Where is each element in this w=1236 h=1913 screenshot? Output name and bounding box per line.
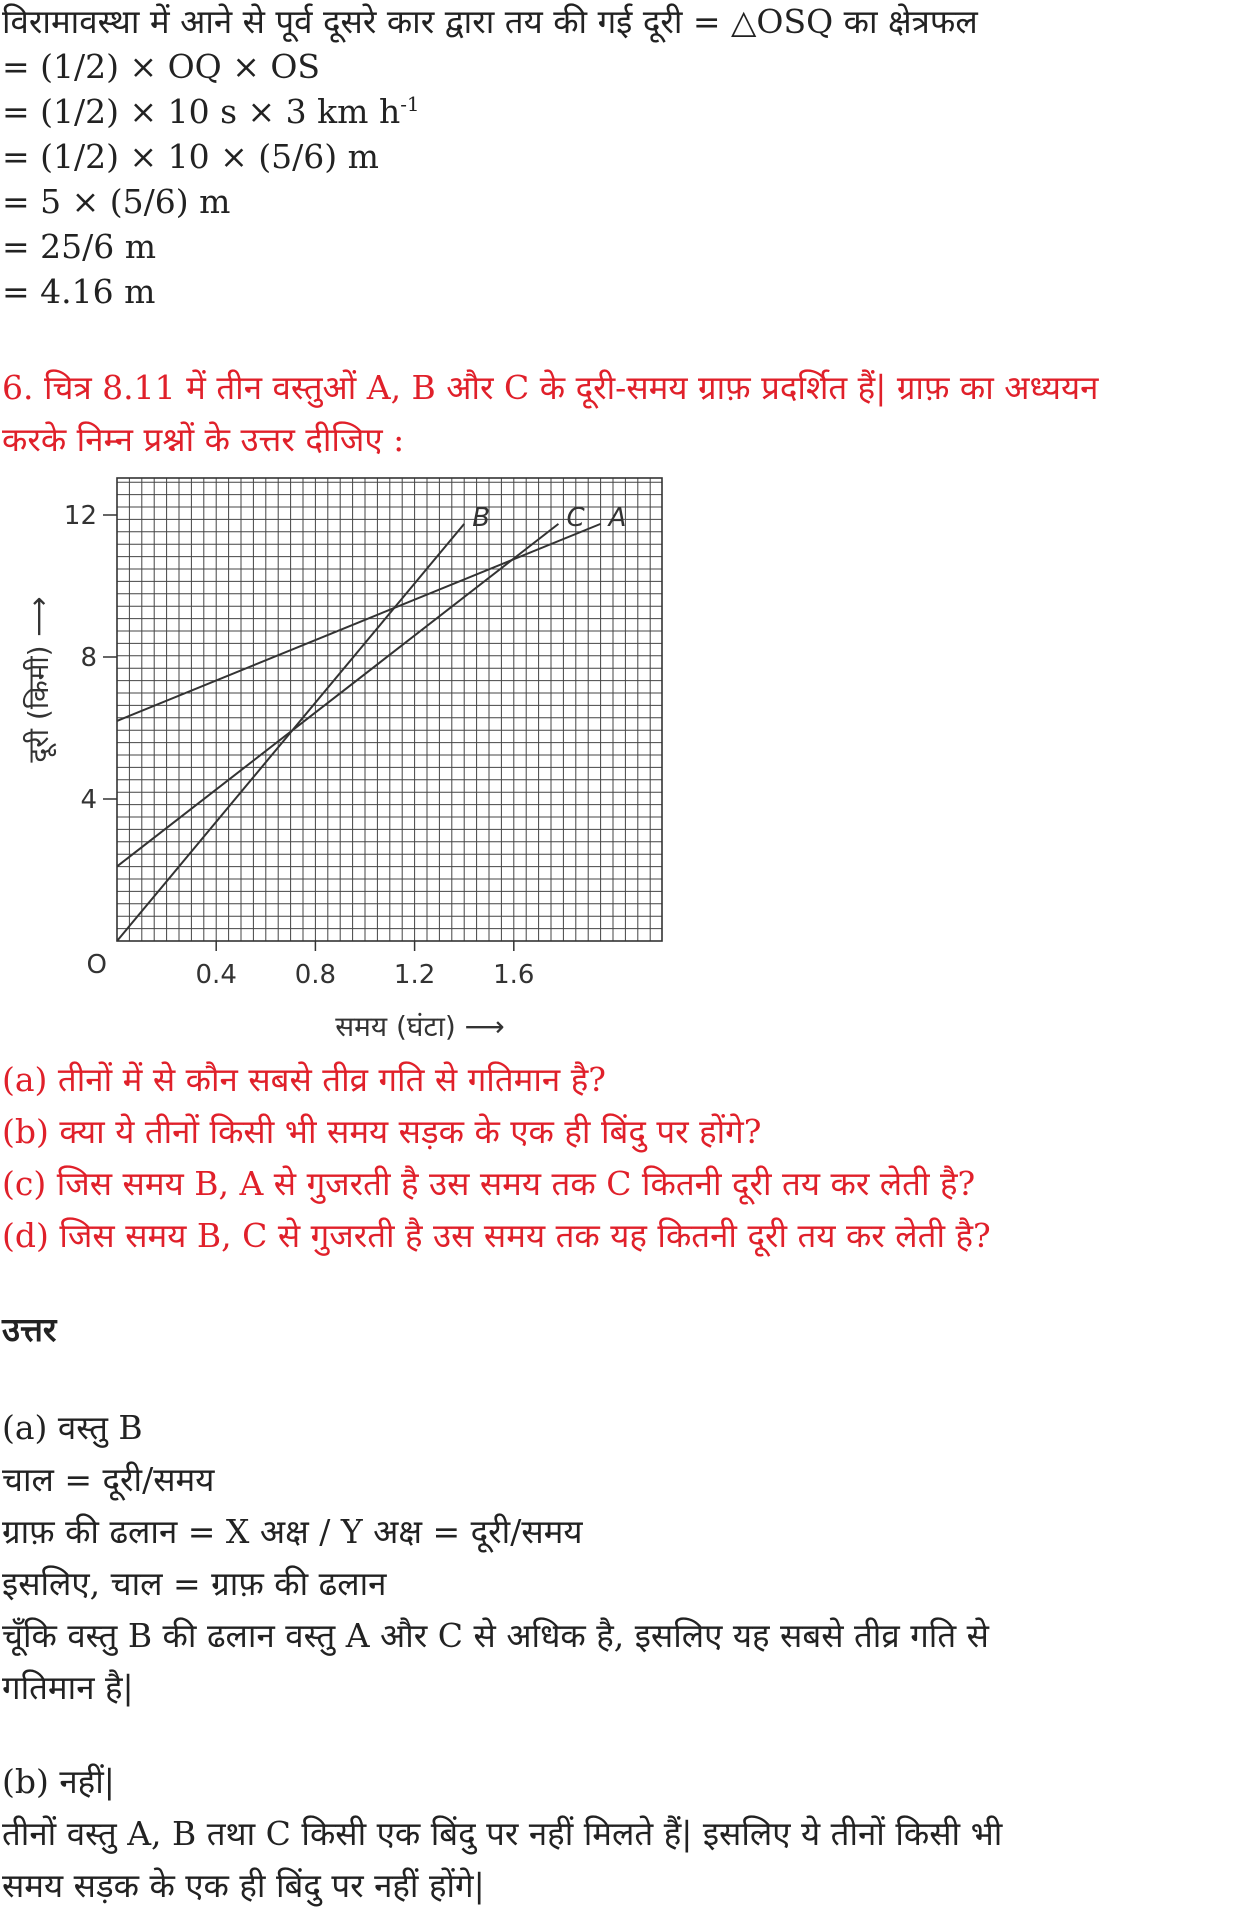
origin-label: O xyxy=(86,950,107,980)
x-tick-label: 0.4 xyxy=(195,960,237,990)
question-line-1: 6. चित्र 8.11 में तीन वस्तुओं A, B और C के दूरी-समय ग्राफ़ प्रदर्शित हैं| ग्राफ़ का अध्ययन xyxy=(2,368,1099,407)
calc-line-6: = 25/6 m xyxy=(2,227,157,266)
y-tick-label: 8 xyxy=(80,643,97,673)
answer-line-2: चाल = दूरी/समय xyxy=(2,1460,215,1499)
series-line-a xyxy=(117,524,601,721)
answer-line-4: इसलिए, चाल = ग्राफ़ की ढलान xyxy=(2,1564,387,1603)
superscript-minus-one: -1 xyxy=(400,93,420,116)
answer-line-1: (a) वस्तु B xyxy=(2,1408,143,1447)
x-axis-label: समय (घंटा) ⟶ xyxy=(335,1010,505,1043)
series-label-c: C xyxy=(566,502,585,533)
distance-time-graph xyxy=(0,462,700,1062)
answer-heading: उत्तर xyxy=(2,1310,57,1349)
series-label-a: A xyxy=(608,502,627,533)
series-line-c xyxy=(117,524,558,867)
series-label-b: B xyxy=(472,502,491,533)
x-tick-label: 1.6 xyxy=(493,960,535,990)
sub-question-a: (a) तीनों में से कौन सबसे तीव्र गति से गतिमान है? xyxy=(2,1060,606,1099)
sub-question-c: (c) जिस समय B, A से गुजरती है उस समय तक C कितनी दूरी तय कर लेती है? xyxy=(2,1164,976,1203)
x-tick-label: 1.2 xyxy=(393,960,436,990)
x-tick-label: 0.8 xyxy=(294,960,337,990)
calc-line-4: = (1/2) × 10 × (5/6) m xyxy=(2,137,379,176)
sub-question-d: (d) जिस समय B, C से गुजरती है उस समय तक यह कितनी दूरी तय कर लेती है? xyxy=(2,1216,991,1255)
calc-line-3-text: = (1/2) × 10 s × 3 km h xyxy=(2,92,401,131)
calc-line-7: = 4.16 m xyxy=(2,272,156,311)
graph-grid xyxy=(117,478,662,941)
y-tick-label: 4 xyxy=(80,785,97,815)
calc-line-3 xyxy=(2,90,419,134)
answer-line-3: ग्राफ़ की ढलान = X अक्ष / Y अक्ष = दूरी/समय xyxy=(2,1512,583,1551)
sub-question-b: (b) क्या ये तीनों किसी भी समय सड़क के एक ही बिंदु पर होंगे? xyxy=(2,1112,762,1151)
answer-line-7: (b) नहीं| xyxy=(2,1762,115,1801)
y-axis-label: दूरी (किमी) ⟶ xyxy=(22,596,55,763)
question-line-2: करके निम्न प्रश्नों के उत्तर दीजिए : xyxy=(2,420,405,459)
answer-line-9: समय सड़क के एक ही बिंदु पर नहीं होंगे| xyxy=(2,1866,485,1905)
answer-line-5: चूँकि वस्तु B की ढलान वस्तु A और C से अधिक है, इसलिए यह सबसे तीव्र गति से xyxy=(2,1616,989,1655)
calc-line-5: = 5 × (5/6) m xyxy=(2,182,231,221)
answer-line-8: तीनों वस्तु A, B तथा C किसी एक बिंदु पर नहीं मिलते हैं| इसलिए ये तीनों किसी भी xyxy=(2,1814,1003,1853)
y-tick-label: 12 xyxy=(63,501,97,531)
calc-line-2: = (1/2) × OQ × OS xyxy=(2,47,321,86)
calc-line-1: विरामावस्था में आने से पूर्व दूसरे कार द्वारा तय की गई दूरी = △OSQ का क्षेत्रफल xyxy=(2,2,978,41)
answer-line-6: गतिमान है| xyxy=(2,1668,134,1707)
